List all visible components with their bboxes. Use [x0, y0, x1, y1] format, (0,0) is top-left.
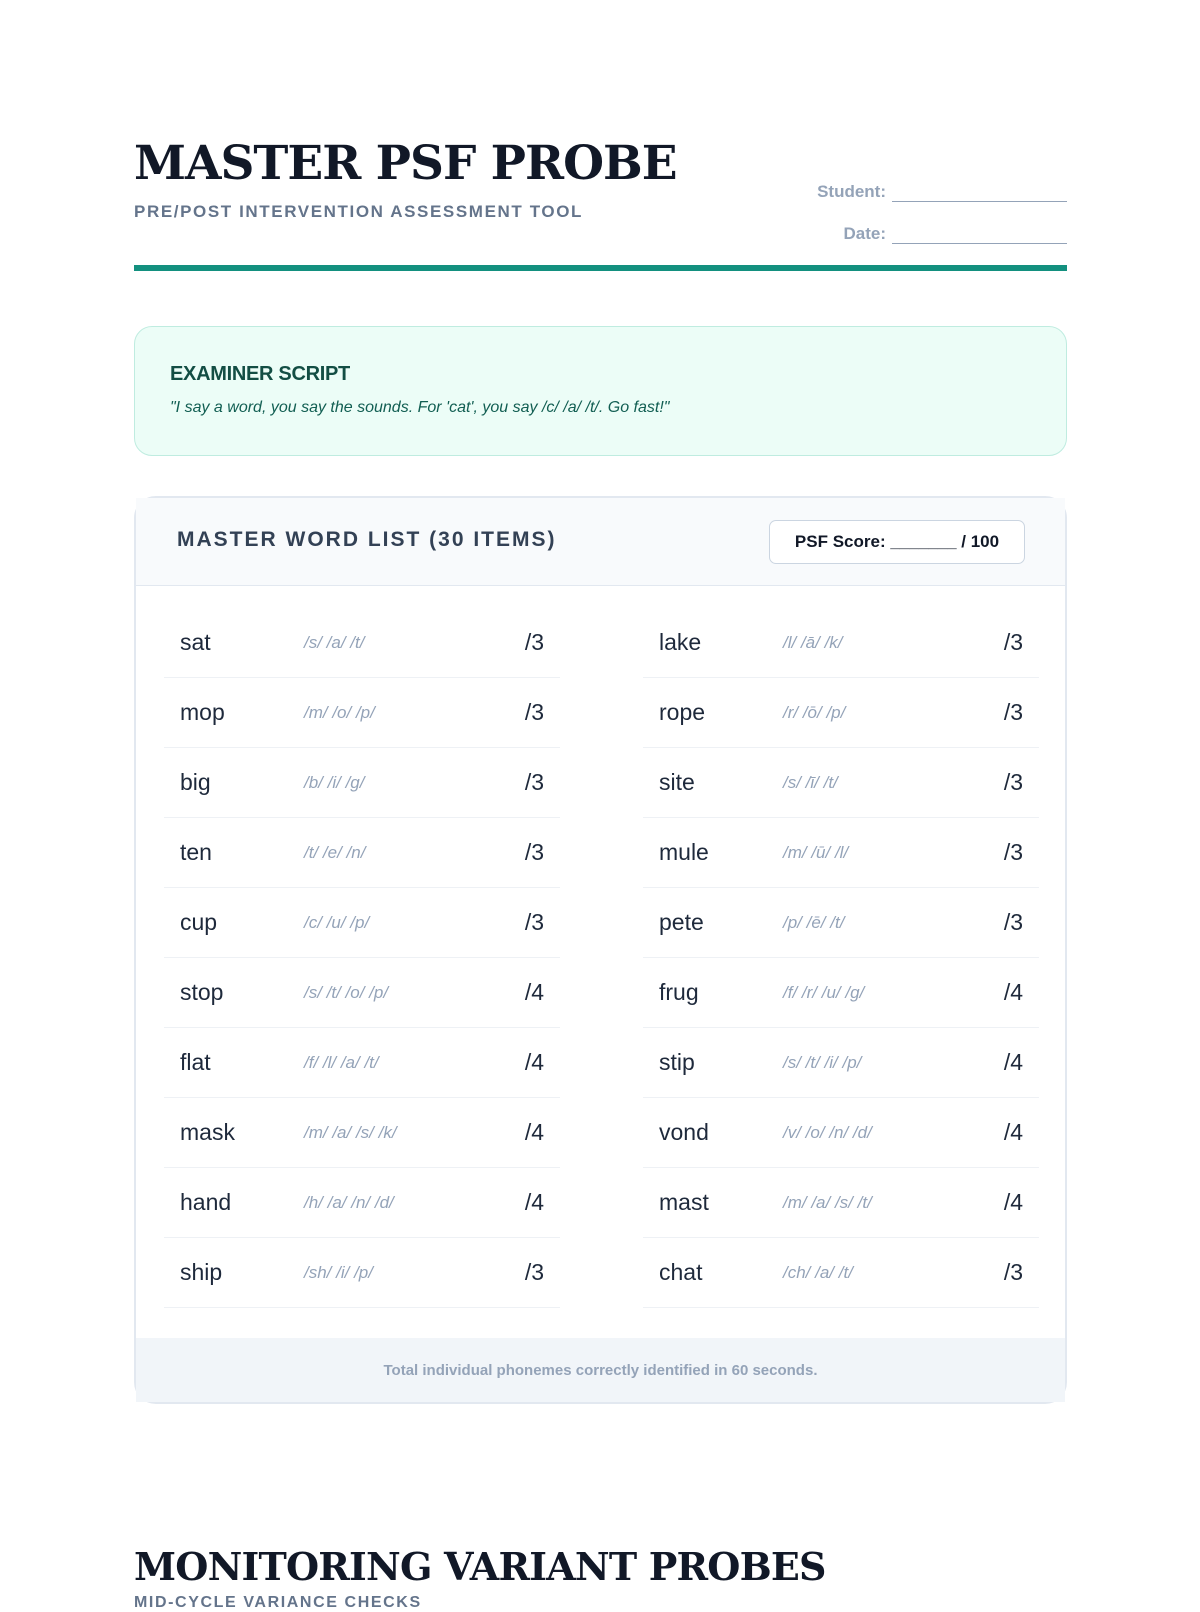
word: stip: [659, 1049, 695, 1075]
word-row: [164, 1238, 560, 1308]
points: /3: [1003, 1259, 1023, 1285]
phonemes: /p/ /ē/ /t/: [783, 912, 845, 932]
phonemes: /h/ /a/ /n/ /d/: [304, 1192, 394, 1212]
word: mask: [180, 1119, 235, 1145]
phonemes: /c/ /u/ /p/: [304, 912, 370, 932]
examiner-script-title: EXAMINER SCRIPT: [170, 363, 350, 385]
word: sat: [180, 629, 211, 655]
student-row: [807, 160, 1067, 202]
section-title: MONITORING VARIANT PROBES: [134, 1544, 826, 1589]
word: flat: [180, 1049, 211, 1075]
word-list-card: [134, 496, 1067, 1404]
phonemes: /m/ /o/ /p/: [304, 702, 375, 722]
word-row: [643, 1238, 1039, 1308]
points: /3: [1003, 629, 1023, 655]
word-row: [164, 1028, 560, 1098]
phonemes: /s/ /ī/ /t/: [783, 772, 838, 792]
points: /4: [524, 979, 544, 1005]
word: frug: [659, 979, 699, 1005]
word-column-left: [164, 608, 560, 1308]
points: /4: [1003, 1119, 1023, 1145]
points: /3: [1003, 699, 1023, 725]
points: /3: [1003, 909, 1023, 935]
word-row: [164, 678, 560, 748]
phonemes: /r/ /ō/ /p/: [783, 702, 846, 722]
date-field[interactable]: [892, 226, 1067, 244]
word-list-footer: [136, 1338, 1065, 1402]
points: /3: [524, 699, 544, 725]
word-row: [643, 1028, 1039, 1098]
phonemes: /s/ /a/ /t/: [304, 632, 365, 652]
word-row: [164, 1168, 560, 1238]
points: /3: [524, 769, 544, 795]
points: /3: [524, 839, 544, 865]
phonemes: /m/ /a/ /s/ /k/: [304, 1122, 397, 1142]
points: /4: [1003, 979, 1023, 1005]
phonemes: /s/ /t/ /o/ /p/: [304, 982, 389, 1002]
points: /3: [524, 909, 544, 935]
word: stop: [180, 979, 224, 1005]
word: chat: [659, 1259, 703, 1285]
word-row: [164, 818, 560, 888]
word-row: [643, 678, 1039, 748]
points: /3: [1003, 839, 1023, 865]
phonemes: /m/ /ū/ /l/: [783, 842, 849, 862]
phonemes: /f/ /l/ /a/ /t/: [304, 1052, 379, 1072]
date-row: [807, 202, 1067, 244]
word: rope: [659, 699, 706, 725]
points: /4: [524, 1119, 544, 1145]
word-row: [164, 608, 560, 678]
phonemes: /f/ /r/ /u/ /g/: [783, 982, 865, 1002]
examiner-script-box: [134, 326, 1067, 456]
header-divider: [134, 265, 1067, 271]
word-row: [643, 608, 1039, 678]
word: pete: [659, 909, 704, 935]
word-row: [643, 888, 1039, 958]
word: ten: [180, 839, 212, 865]
examiner-script-text: "I say a word, you say the sounds. For 'cat', you say /c/ /a/ /t/. Go fast!": [170, 399, 670, 416]
word-row: [164, 1098, 560, 1168]
word-list-header: [136, 498, 1065, 586]
page-subtitle: PRE/POST INTERVENTION ASSESSMENT TOOL: [134, 202, 583, 221]
word-row: [164, 958, 560, 1028]
word: cup: [180, 909, 218, 935]
phonemes: /l/ /ā/ /k/: [783, 632, 843, 652]
word-row: [164, 888, 560, 958]
phonemes: /m/ /a/ /s/ /t/: [783, 1192, 872, 1212]
word-column-right: [643, 608, 1039, 1308]
points: /3: [524, 1259, 544, 1285]
phonemes: /b/ /i/ /g/: [304, 772, 365, 792]
student-field[interactable]: [892, 184, 1067, 202]
points: /4: [524, 1049, 544, 1075]
points: /3: [524, 629, 544, 655]
word-row: [643, 818, 1039, 888]
phonemes: /s/ /t/ /i/ /p/: [783, 1052, 862, 1072]
word: big: [180, 769, 211, 795]
section-subtitle: MID-CYCLE VARIANCE CHECKS: [134, 1594, 422, 1611]
page-title: MASTER PSF PROBE: [134, 136, 677, 191]
word: vond: [659, 1119, 709, 1145]
points: /4: [1003, 1049, 1023, 1075]
word-list-title: MASTER WORD LIST (30 ITEMS): [177, 528, 557, 551]
word: lake: [659, 629, 702, 655]
word-row: [643, 1168, 1039, 1238]
phonemes: /t/ /e/ /n/: [304, 842, 366, 862]
word-row: [643, 1098, 1039, 1168]
points: /4: [524, 1189, 544, 1215]
phonemes: /ch/ /a/ /t/: [783, 1262, 853, 1282]
psf-score-label: PSF Score: _______ / 100: [794, 532, 1000, 551]
psf-score-box[interactable]: [769, 520, 1025, 564]
word: ship: [180, 1259, 223, 1285]
phonemes: /v/ /o/ /n/ /d/: [783, 1122, 872, 1142]
word: mule: [659, 839, 709, 865]
word: site: [659, 769, 695, 795]
word-columns: [164, 608, 1039, 1308]
word-row: [643, 958, 1039, 1028]
points: /3: [1003, 769, 1023, 795]
student-meta: [807, 160, 1067, 244]
word-row: [164, 748, 560, 818]
header: [134, 136, 1067, 272]
student-label: Student:: [817, 182, 886, 201]
word: hand: [180, 1189, 232, 1215]
word: mop: [180, 699, 225, 725]
date-label: Date:: [843, 224, 886, 243]
points: /4: [1003, 1189, 1023, 1215]
word-list-footer-text: Total individual phonemes correctly identified in 60 seconds.: [383, 1361, 818, 1379]
word-row: [643, 748, 1039, 818]
phonemes: /sh/ /i/ /p/: [304, 1262, 373, 1282]
word: mast: [659, 1189, 709, 1215]
